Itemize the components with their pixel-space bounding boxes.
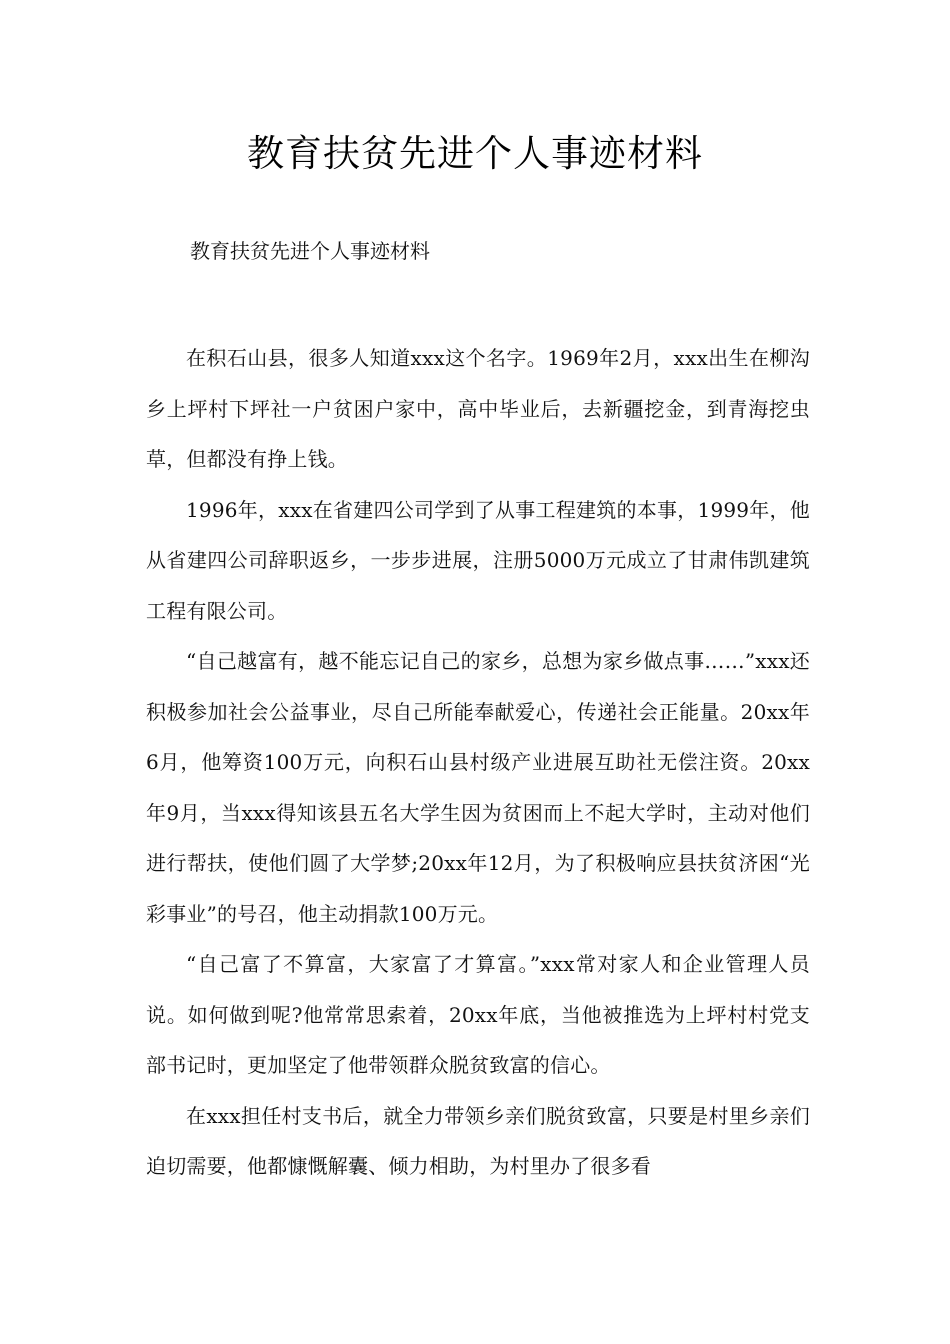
page-title: 教育扶贫先进个人事迹材料 <box>247 132 703 175</box>
paragraph-1: 在积石山县，很多人知道xxx这个名字。1969年2月，xxx出生在柳沟乡上坪村下坪社一户贫困户家中，高中毕业后，去新疆挖金，到青海挖虫草，但都没有挣上钱。 <box>146 346 810 471</box>
paragraph-3: “自己越富有，越不能忘记自己的家乡，总想为家乡做点事……”xxx还积极参加社会公益事业，尽自己所能奉献爱心，传递社会正能量。20xx年6月，他筹资100万元，向积石山县村级产业进展互助社无偿注资。20xx年9月，当xxx得知该县五名大学生因为贫困而上不起大学时，主动对他们进行帮扶，使他们圆了大学梦;20xx年12月，为了积极响应县扶贫济困“光彩事业”的号召，他主动捐款100万元。 <box>146 649 810 926</box>
document-subtitle: 教育扶贫先进个人事迹材料 <box>190 239 430 263</box>
paragraph-5: 在xxx担任村支书后，就全力带领乡亲们脱贫致富，只要是村里乡亲们迫切需要，他都慷慨解囊、倾力相助，为村里办了很多看 <box>146 1103 810 1178</box>
paragraph-2: 1996年，xxx在省建四公司学到了从事工程建筑的本事，1999年，他从省建四公司辞职返乡，一步步进展，注册5000万元成立了甘肃伟凯建筑工程有限公司。 <box>146 497 810 623</box>
document-body <box>146 333 810 1192</box>
paragraph-4: “自己富了不算富，大家富了才算富。”xxx常对家人和企业管理人员说。如何做到呢?他常常思索着，20xx年底，当他被推选为上坪村村党支部书记时，更加坚定了他带领群众脱贫致富的信心。 <box>146 952 810 1077</box>
